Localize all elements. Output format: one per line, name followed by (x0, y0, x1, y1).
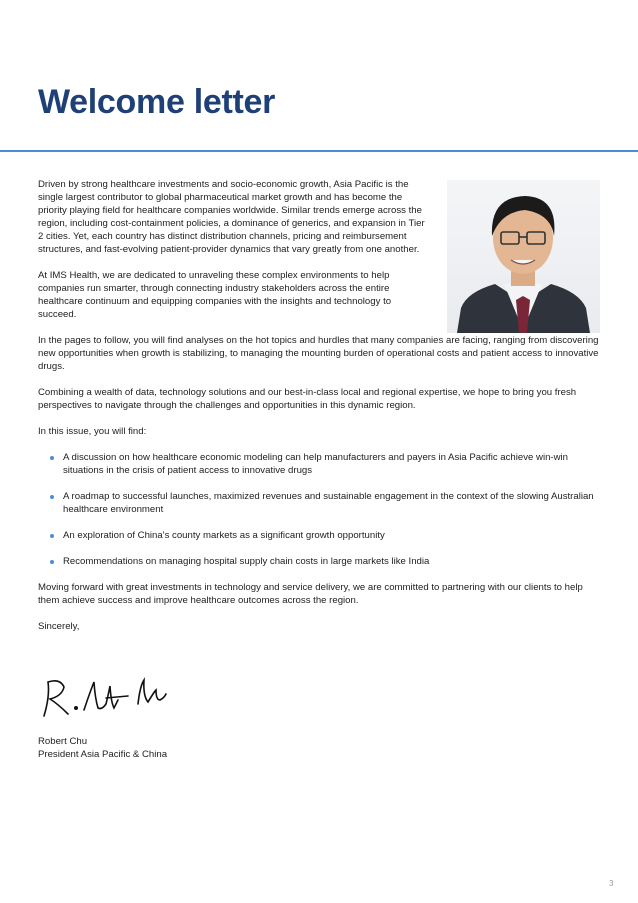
intro-paragraph: Driven by strong healthcare investments and socio-economic growth, Asia Pacific is the single largest contributor to global pharmaceutical market growth and has become the priority playing field for healthcare companies worldwide. Similar trends emerge across the region, including cost-containment policies, a dominance of generics, and expansion in Tier 2 cities. Yet, each country has distinct distribution channels, pricing and reimbursement structures, and fast-evolving patient-provider dynamics that vary greatly from one another. (38, 179, 425, 255)
bullet-icon (50, 456, 54, 460)
list-item-text: Recommendations on managing hospital supply chain costs in large markets like India (63, 556, 430, 567)
list-item (38, 555, 603, 568)
bullet-icon (50, 495, 54, 499)
intro-paragraph: At IMS Health, we are dedicated to unraveling these complex environments to help companies run smarter, through connecting industry stakeholders across the entire healthcare continuum and equipping companies with the insights and technology to succeed. (38, 270, 392, 320)
body-paragraph: In the pages to follow, you will find analyses on the hot topics and hurdles that many companies are facing, ranging from discovering new opportunities when growth is stabilizing, to managing the mounting burden of operational costs and patient access to innovative drugs. (38, 335, 599, 372)
body-paragraph: Combining a wealth of data, technology solutions and our best-in-class local and regional expertise, we hope to bring you fresh perspectives to navigate through the challenges and opportunities in this dynamic region. (38, 387, 577, 411)
bullet-icon (50, 534, 54, 538)
closing-paragraph: Moving forward with great investments in technology and service delivery, we are committed to partnering with our clients to help them achieve success and improve healthcare outcomes across the region. (38, 582, 583, 606)
list-item-text: A discussion on how healthcare economic modeling can help manufacturers and payers in Asia Pacific achieve win-win situations in the crisis of patient access to innovative drugs (63, 452, 569, 476)
issue-list (38, 451, 603, 568)
signatory-block (38, 735, 167, 761)
list-item (38, 451, 603, 477)
list-item (38, 490, 603, 516)
signatory-title: President Asia Pacific & China (38, 749, 168, 760)
title-divider (0, 150, 638, 152)
list-item-text: A roadmap to successful launches, maximized revenues and sustainable engagement in the context of the slowing Australian healthcare environment (63, 491, 594, 515)
list-item-text: An exploration of China's county markets as a significant growth opportunity (63, 530, 385, 541)
page-title: Welcome letter (38, 83, 276, 121)
salutation: Sincerely, (38, 621, 80, 632)
list-item (38, 529, 603, 542)
signatory-name: Robert Chu (38, 736, 88, 747)
bullet-icon (50, 560, 54, 564)
bullets-intro: In this issue, you will find: (38, 426, 147, 437)
letter-body (38, 178, 603, 646)
page-number: 3 (609, 879, 614, 888)
intro-section (38, 178, 428, 321)
handwritten-signature-icon (38, 674, 168, 727)
